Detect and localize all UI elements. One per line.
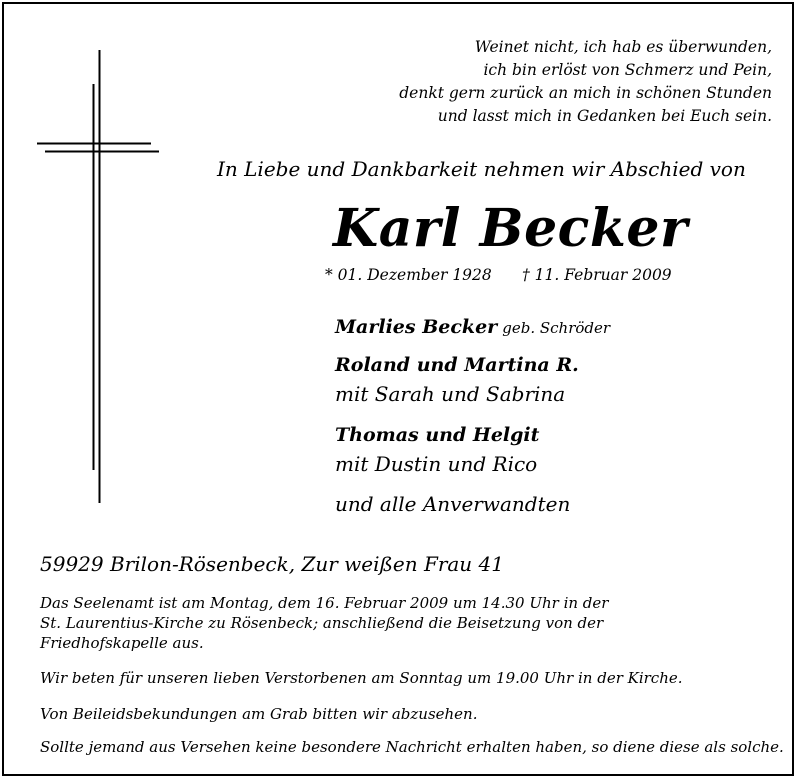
condolences-notice: Von Beileidsbekundungen am Grab bitten wir abzusehen. (40, 705, 478, 723)
prayer-notice: Wir beten für unseren lieben Verstorbenen am Sonntag um 19.00 Uhr in der Kirche. (40, 669, 683, 687)
birth-date: * 01. Dezember 1928 (325, 266, 492, 284)
requiem-line: Friedhofskapelle aus. (40, 634, 204, 652)
death-date: † 11. Februar 2009 (522, 266, 672, 284)
poem-line: ich bin erlöst von Schmerz und Pein, (483, 61, 772, 79)
family-child-1-kids: mit Sarah und Sabrina (335, 382, 566, 406)
requiem-line: Das Seelenamt ist am Montag, dem 16. Februar 2009 um 14.30 Uhr in der (40, 594, 609, 612)
poem-line: denkt gern zurück an mich in schönen Stunden (399, 84, 772, 102)
poem-line: Weinet nicht, ich hab es überwunden, (474, 38, 772, 56)
deceased-name: Karl Becker (333, 198, 688, 259)
farewell-intro: In Liebe und Dankbarkeit nehmen wir Abschied von (217, 157, 746, 181)
closing-notice: Sollte jemand aus Versehen keine besondere Nachricht erhalten haben, so diene diese als solche. (40, 738, 784, 756)
family-child-2-kids: mit Dustin und Rico (335, 452, 538, 476)
family-child-2: Thomas und Helgit (335, 424, 540, 446)
spouse-name: Marlies Becker (335, 316, 498, 338)
family-child-1: Roland und Martina R. (335, 354, 579, 376)
spouse-maiden-name: geb. Schröder (502, 319, 611, 337)
poem-line: und lasst mich in Gedanken bei Euch sein. (437, 107, 772, 125)
family-relatives: und alle Anverwandten (335, 492, 571, 516)
requiem-line: St. Laurentius-Kirche zu Rösenbeck; anschließend die Beisetzung von der (40, 614, 604, 632)
requiem-notice (40, 593, 608, 653)
family-spouse (335, 316, 610, 338)
poem (399, 36, 772, 128)
address: 59929 Brilon-Rösenbeck, Zur weißen Frau 41 (40, 552, 504, 576)
